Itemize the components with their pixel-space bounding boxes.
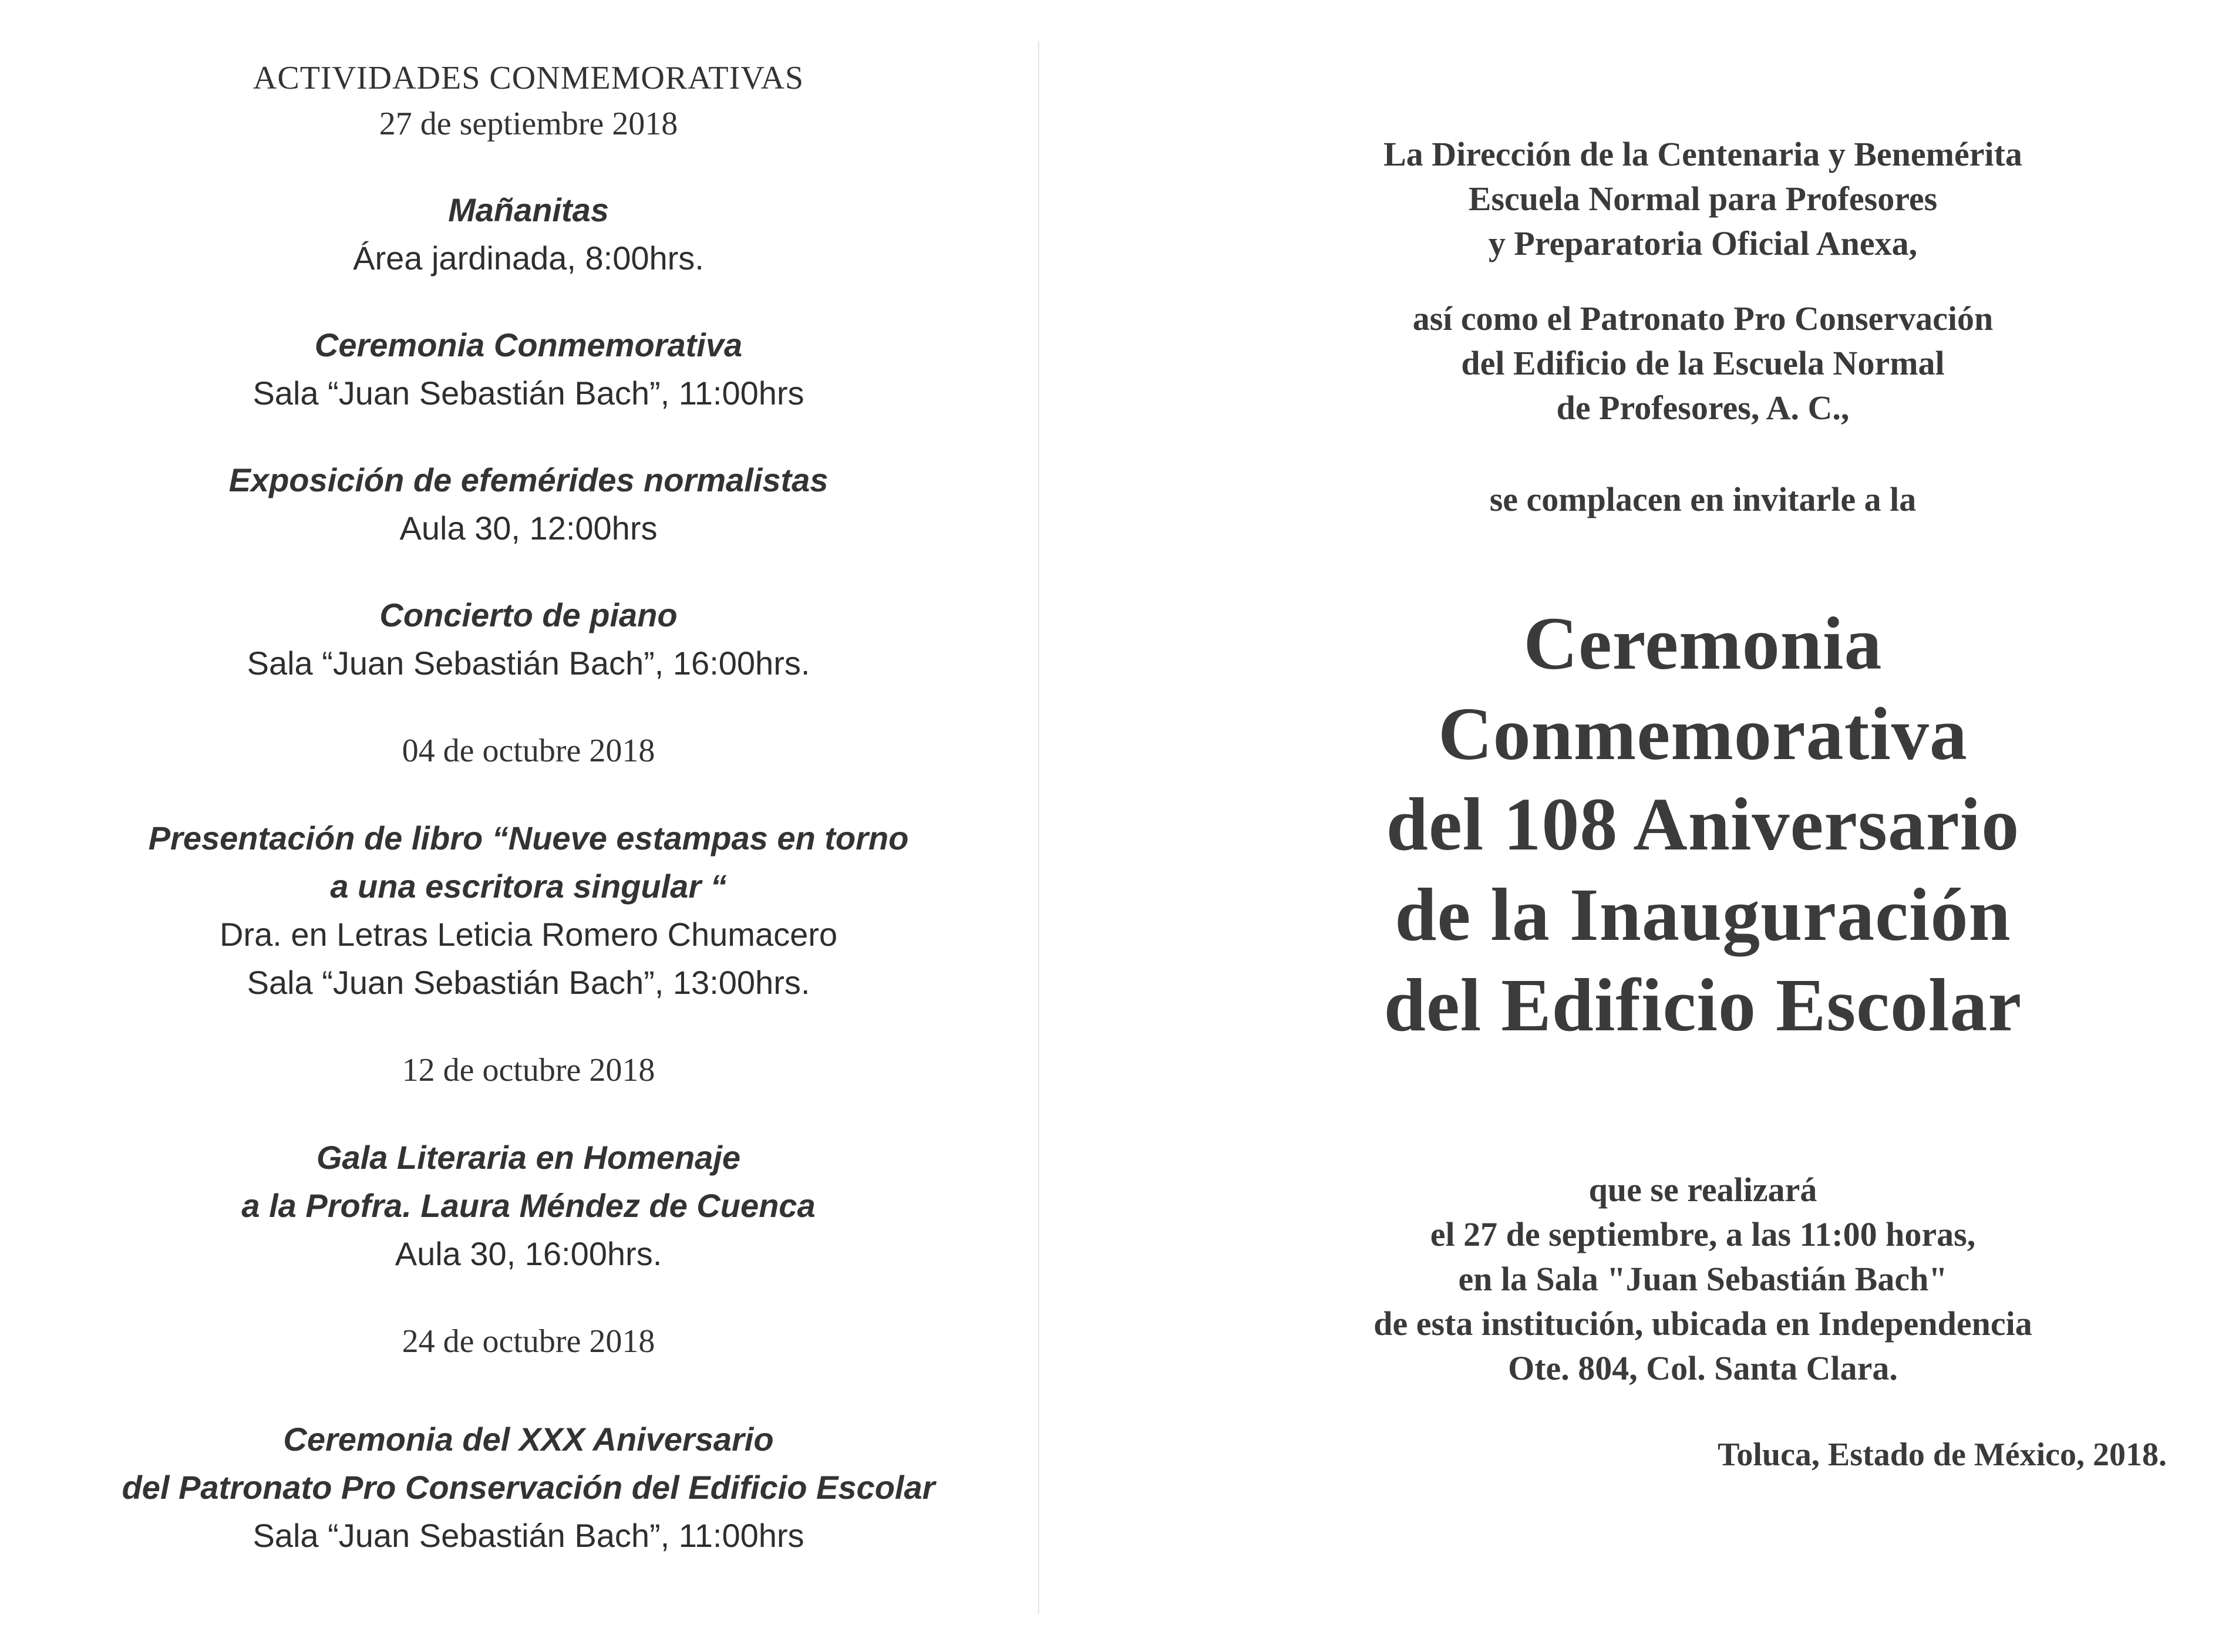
ceremony-title-line: del 108 Aniversario bbox=[1386, 783, 2020, 866]
intro-line: Escuela Normal para Profesores bbox=[1468, 180, 1938, 218]
activities-heading: ACTIVIDADES CONMEMORATIVAS bbox=[252, 60, 804, 96]
ceremony-title-line: Conmemorativa bbox=[1438, 692, 1968, 776]
invitation-panel bbox=[1245, 132, 2161, 1391]
activity-title: Gala Literaria en Homenaje bbox=[316, 1139, 741, 1176]
date-heading: 24 de octubre 2018 bbox=[402, 1323, 655, 1360]
activities-panel bbox=[47, 56, 1010, 1560]
date-heading: 27 de septiembre 2018 bbox=[379, 106, 678, 142]
activity-title: Ceremonia Conmemorativa bbox=[314, 326, 743, 363]
activity-title: Presentación de libro “Nueve estampas en torno bbox=[148, 820, 909, 857]
place-and-date: Toluca, Estado de México, 2018. bbox=[1718, 1437, 2167, 1473]
activity-detail: Aula 30, 16:00hrs. bbox=[395, 1235, 662, 1272]
activity-title: a una escritora singular “ bbox=[330, 868, 727, 905]
intro-line: del Edificio de la Escuela Normal bbox=[1461, 344, 1945, 382]
intro-line: y Preparatoria Oficial Anexa, bbox=[1488, 224, 1918, 262]
ceremony-title-line: del Edificio Escolar bbox=[1383, 963, 2022, 1047]
event-detail-line: que se realizará bbox=[1588, 1171, 1817, 1209]
intro-line: La Dirección de la Centenaria y Benemérita bbox=[1383, 135, 2022, 173]
activity-title: a la Profra. Laura Méndez de Cuenca bbox=[241, 1187, 816, 1224]
activity-detail: Sala “Juan Sebastián Bach”, 11:00hrs bbox=[252, 1517, 804, 1554]
activity-title: Ceremonia del XXX Aniversario bbox=[283, 1421, 774, 1458]
activity-detail: Sala “Juan Sebastián Bach”, 11:00hrs bbox=[252, 375, 804, 412]
activity-title: Exposición de efemérides normalistas bbox=[228, 461, 829, 498]
event-detail-line: en la Sala "Juan Sebastián Bach" bbox=[1458, 1260, 1948, 1298]
ceremony-title-line: de la Inauguración bbox=[1395, 873, 2011, 956]
event-detail-line: el 27 de septiembre, a las 11:00 horas, bbox=[1430, 1215, 1976, 1253]
ceremony-title-line: Ceremonia bbox=[1523, 602, 1883, 685]
date-heading: 12 de octubre 2018 bbox=[402, 1052, 655, 1088]
event-detail-line: de esta institución, ubicada en Independencia bbox=[1373, 1304, 2032, 1343]
activity-detail: Aula 30, 12:00hrs bbox=[399, 510, 658, 547]
activity-detail: Sala “Juan Sebastián Bach”, 13:00hrs. bbox=[247, 964, 810, 1001]
activity-detail: Dra. en Letras Leticia Romero Chumacero bbox=[219, 916, 838, 953]
event-detail-line: Ote. 804, Col. Santa Clara. bbox=[1508, 1349, 1898, 1387]
invite-line: se complacen en invitarle a la bbox=[1489, 480, 1917, 518]
activity-detail: Área jardinada, 8:00hrs. bbox=[353, 240, 704, 277]
activity-detail: Sala “Juan Sebastián Bach”, 16:00hrs. bbox=[247, 645, 810, 682]
fold-line bbox=[1038, 41, 1039, 1614]
activity-title: del Patronato Pro Conservación del Edificio Escolar bbox=[122, 1469, 935, 1506]
intro-line: así como el Patronato Pro Conservación bbox=[1412, 299, 1994, 338]
activity-title: Concierto de piano bbox=[379, 596, 678, 633]
activity-title: Mañanitas bbox=[448, 191, 609, 228]
date-heading: 04 de octubre 2018 bbox=[402, 733, 655, 769]
intro-line: de Profesores, A. C., bbox=[1556, 389, 1850, 427]
